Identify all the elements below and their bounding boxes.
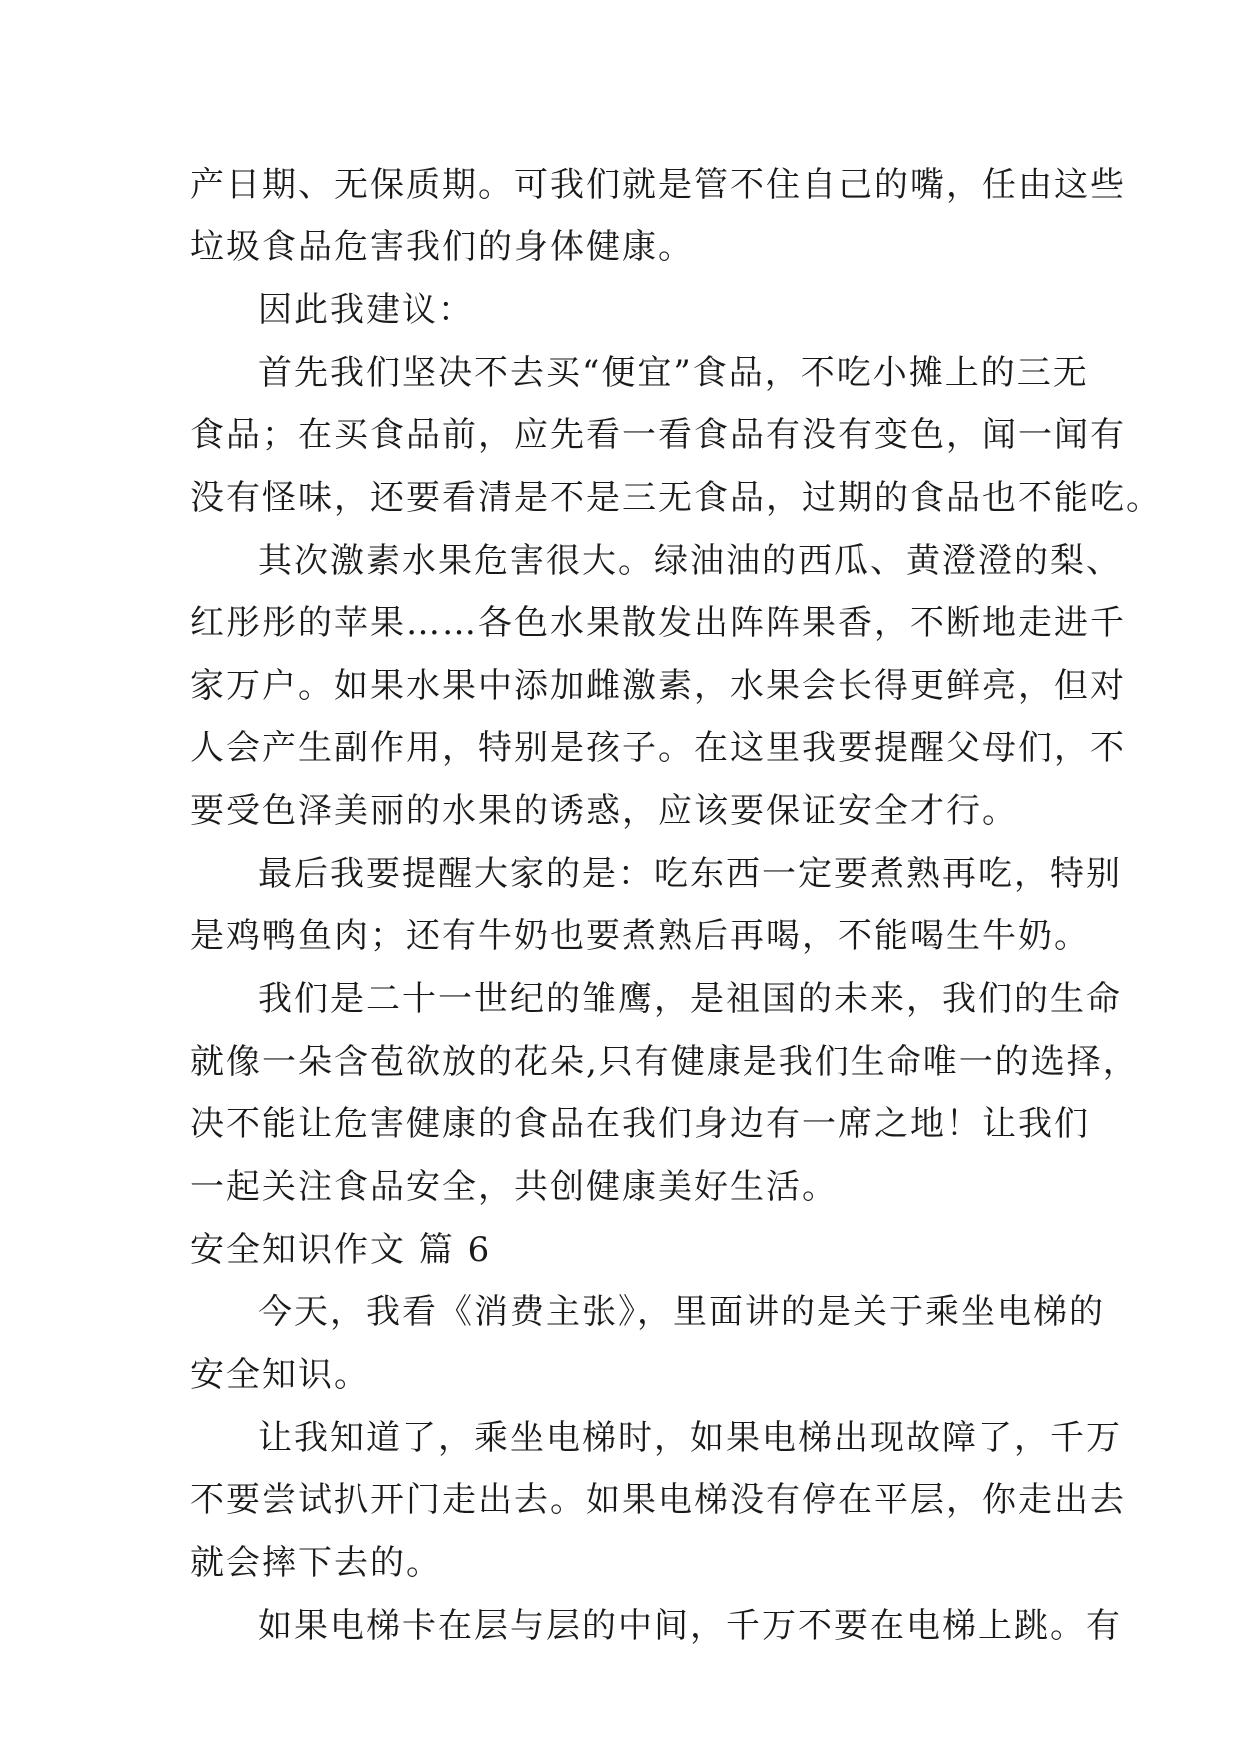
text-line: 家万户。如果水果中添加雌激素，水果会长得更鲜亮，但对 bbox=[190, 666, 1126, 706]
text-line: 食品；在买食品前，应先看一看食品有没有变色，闻一闻有 bbox=[190, 415, 1126, 455]
text-line: 不要尝试扒开门走出去。如果电梯没有停在平层，你走出去 bbox=[190, 1480, 1126, 1520]
text-line: 是鸡鸭鱼肉；还有牛奶也要煮熟后再喝，不能喝生牛奶。 bbox=[190, 916, 1090, 956]
text-line: 要受色泽美丽的水果的诱惑，应该要保证安全才行。 bbox=[190, 791, 1018, 831]
text-line: 一起关注食品安全，共创健康美好生活。 bbox=[190, 1167, 838, 1207]
text-line: 其次激素水果危害很大。绿油油的西瓜、黄澄澄的梨、 bbox=[258, 541, 1122, 581]
text-line: 安全知识。 bbox=[190, 1355, 370, 1395]
text-line: 首先我们坚决不去买“便宜”食品，不吃小摊上的三无 bbox=[258, 353, 1089, 393]
text-line: 最后我要提醒大家的是：吃东西一定要煮熟再吃，特别 bbox=[258, 854, 1122, 894]
text-line: 决不能让危害健康的食品在我们身边有一席之地！让我们 bbox=[190, 1104, 1090, 1144]
text-line: 红彤彤的苹果……各色水果散发出阵阵果香，不断地走进千 bbox=[190, 603, 1126, 643]
section-heading: 安全知识作文 篇 6 bbox=[190, 1230, 492, 1270]
text-line: 我们是二十一世纪的雏鹰，是祖国的未来，我们的生命 bbox=[258, 979, 1122, 1019]
text-line: 如果电梯卡在层与层的中间，千万不要在电梯上跳。有 bbox=[258, 1606, 1122, 1646]
text-line: 让我知道了，乘坐电梯时，如果电梯出现故障了，千万 bbox=[258, 1418, 1122, 1458]
text-line: 今天，我看《消费主张》，里面讲的是关于乘坐电梯的 bbox=[258, 1292, 1105, 1332]
text-line: 就会摔下去的。 bbox=[190, 1543, 442, 1583]
text-line: 没有怪味，还要看清是不是三无食品，过期的食品也不能吃。 bbox=[190, 478, 1162, 518]
text-line: 产日期、无保质期。可我们就是管不住自己的嘴，任由这些 bbox=[190, 165, 1126, 205]
text-line: 垃圾食品危害我们的身体健康。 bbox=[190, 227, 694, 267]
text-line: 因此我建议： bbox=[258, 290, 474, 330]
text-line: 就像一朵含苞欲放的花朵,只有健康是我们生命唯一的选择， bbox=[190, 1042, 1139, 1082]
text-line: 人会产生副作用，特别是孩子。在这里我要提醒父母们，不 bbox=[190, 728, 1126, 768]
